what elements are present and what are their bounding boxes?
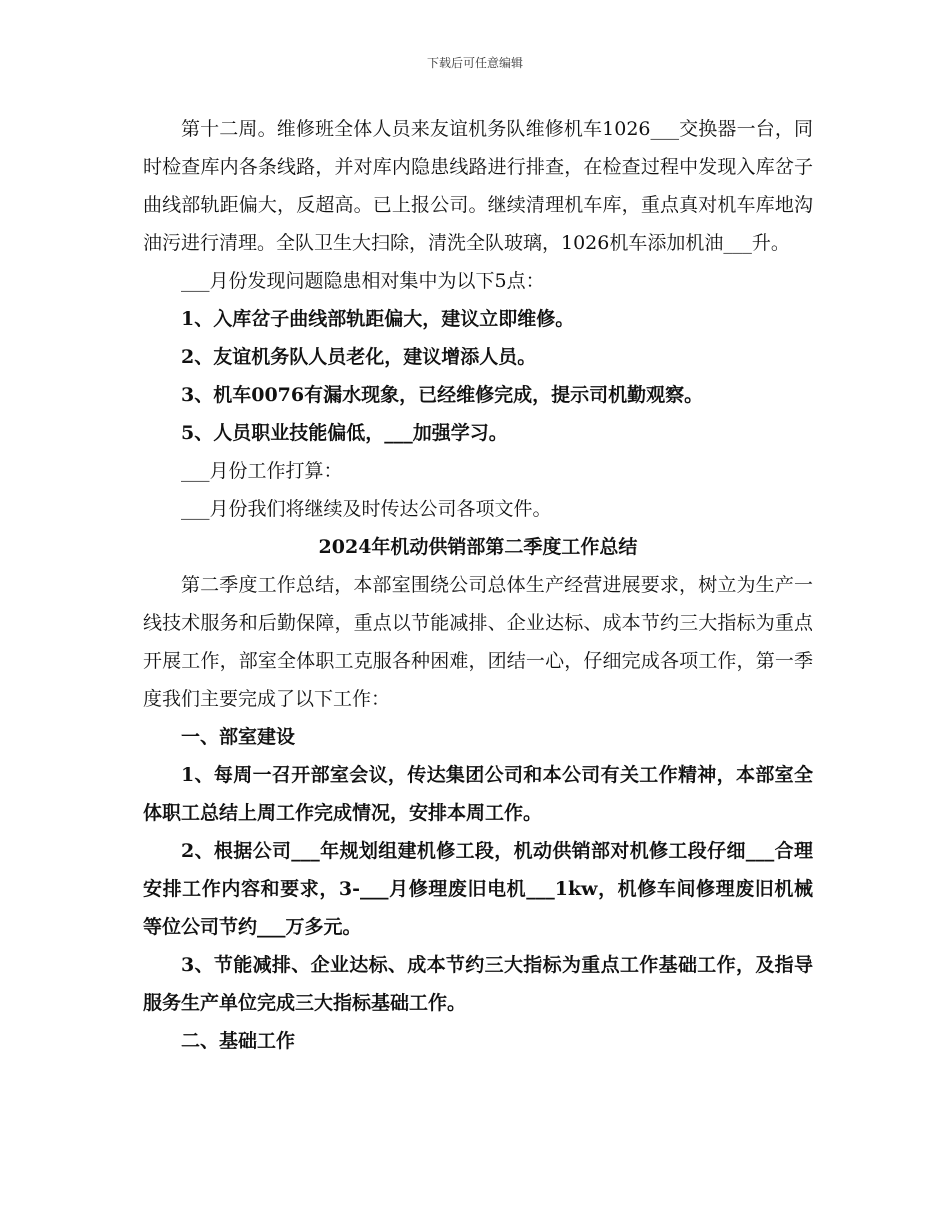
section-heading-1: 一、部室建设 xyxy=(181,726,296,748)
paragraph-summary: 第二季度工作总结，本部室围绕公司总体生产经营进展要求，树立为生产一线技术服务和后勤保障，重点以节能减排、企业达标、成本节约三大指标为重点开展工作，部室全体职工克服各种困难，团结一心，仔细完成各项工作，第一季度我们主要完成了以下工作： xyxy=(143,574,813,710)
document-title: 2024年机动供销部第二季度工作总结 xyxy=(318,536,638,558)
section1-item-2: 2、根据公司___年规划组建机修工段，机动供销部对机修工段仔细___合理安排工作内容和要求，3-___月修理废旧电机___1kw，机修车间修理废旧机械等位公司节约___万多元。 xyxy=(143,840,813,938)
page-header: 下载后可任意编辑 xyxy=(426,56,523,70)
issue-item-2: 2、友谊机务队人员老化，建议增添人员。 xyxy=(181,346,537,368)
paragraph-issues-intro: ___月份发现问题隐患相对集中为以下5点： xyxy=(181,270,545,292)
paragraph-plan-heading: ___月份工作打算： xyxy=(181,460,343,482)
issue-item-3: 3、机车0076有漏水现象，已经维修完成，提示司机勤观察。 xyxy=(181,384,704,406)
section1-item-1: 1、每周一召开部室会议，传达集团公司和本公司有关工作精神，本部室全体职工总结上周工作完成情况，安排本周工作。 xyxy=(143,764,813,824)
section1-item-3: 3、节能减排、企业达标、成本节约三大指标为重点工作基础工作，及指导服务生产单位完成三大指标基础工作。 xyxy=(143,954,813,1014)
document-body xyxy=(143,110,813,1060)
paragraph-week12: 第十二周。维修班全体人员来友谊机务队维修机车1026___交换器一台，同时检查库内各条线路，并对库内隐患线路进行排查，在检查过程中发现入库岔子曲线部轨距偏大，反超高。已上报公司。继续清理机车库，重点真对机车库地沟油污进行清理。全队卫生大扫除，清洗全队玻璃，1026机车添加机油___升。 xyxy=(143,118,813,254)
issue-item-5: 5、人员职业技能偏低，___加强学习。 xyxy=(181,422,508,444)
paragraph-plan: ___月份我们将继续及时传达公司各项文件。 xyxy=(181,498,552,520)
section-heading-2: 二、基础工作 xyxy=(181,1030,296,1052)
issue-item-1: 1、入库岔子曲线部轨距偏大，建议立即维修。 xyxy=(181,308,575,330)
